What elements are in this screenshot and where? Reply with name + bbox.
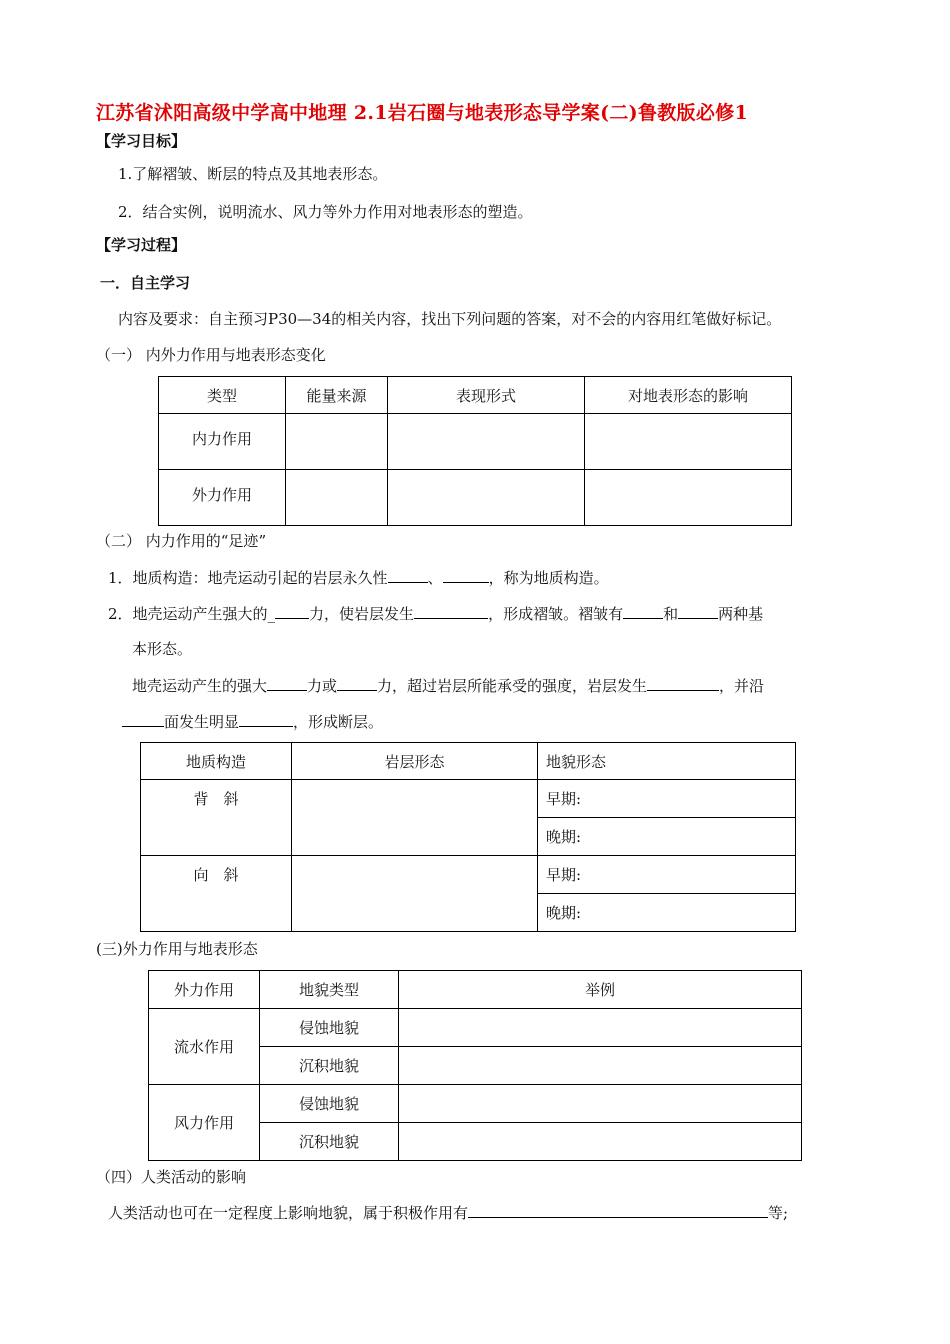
- part3-heading: (三)外力作用与地表形态: [96, 940, 258, 958]
- fill-blank[interactable]: [337, 676, 377, 691]
- fill-blank[interactable]: [443, 568, 489, 583]
- fill-blank[interactable]: [678, 604, 718, 619]
- syncline-late: 晚期:: [538, 894, 796, 932]
- goal-2: 2．结合实例，说明流水、风力等外力作用对地表形态的塑造。: [118, 203, 533, 221]
- fill-blank[interactable]: [122, 712, 164, 727]
- col-landform: 地貌形态: [538, 743, 796, 780]
- question-2: 2．地壳运动产生强大的_ 力，使岩层发生 ，形成褶皱。褶皱有 和 两种基: [108, 605, 764, 623]
- anticline-late: 晚期:: [538, 818, 796, 856]
- forces-table: [158, 376, 792, 526]
- cell-blank: [286, 470, 388, 526]
- col-form: 表现形式: [388, 377, 585, 414]
- wind-erosion: 侵蚀地貌: [260, 1085, 399, 1123]
- cell-blank: [399, 1009, 802, 1047]
- syncline-early: 早期:: [538, 856, 796, 894]
- col-structure: 地质构造: [141, 743, 292, 780]
- fill-blank[interactable]: [239, 712, 293, 727]
- fill-blank[interactable]: [414, 604, 488, 619]
- requirements-text: 内容及要求：自主预习P30—34的相关内容，找出下列问题的答案，对不会的内容用红笔做好标记。: [118, 310, 782, 328]
- cell-blank: [399, 1047, 802, 1085]
- anticline-early: 早期:: [538, 780, 796, 818]
- goal-1: 1.了解褶皱、断层的特点及其地表形态。: [118, 165, 388, 183]
- cell-blank: [292, 780, 538, 856]
- fill-blank[interactable]: [647, 676, 719, 691]
- fill-blank[interactable]: [267, 676, 307, 691]
- document-title: 江苏省沭阳高级中学高中地理 2.1岩石圈与地表形态导学案(二)鲁教版必修1: [96, 102, 748, 124]
- cell-blank: [388, 414, 585, 470]
- fill-blank[interactable]: [623, 604, 663, 619]
- cell-blank: [585, 414, 792, 470]
- water-erosion: 侵蚀地貌: [260, 1009, 399, 1047]
- part2-heading: （二） 内力作用的“足迹”: [96, 532, 267, 550]
- question-3: 地壳运动产生的强大 力或 力，超过岩层所能承受的强度，岩层发生 ，并沿: [132, 677, 765, 695]
- cell-blank: [585, 470, 792, 526]
- fill-blank[interactable]: [468, 1203, 768, 1218]
- fill-blank[interactable]: [275, 604, 309, 619]
- fill-blank[interactable]: [388, 568, 428, 583]
- row-external: 外力作用: [159, 470, 286, 526]
- human-impact-line: 人类活动也可在一定程度上影响地貌，属于积极作用有 等;: [108, 1204, 789, 1222]
- col-landform-type: 地貌类型: [260, 971, 399, 1009]
- cell-blank: [399, 1085, 802, 1123]
- question-3-cont: 面发生明显 ，形成断层。: [122, 711, 383, 732]
- cell-blank: [388, 470, 585, 526]
- row-internal: 内力作用: [159, 414, 286, 470]
- col-example: 举例: [399, 971, 802, 1009]
- part1-heading: （一） 内外力作用与地表形态变化: [96, 346, 326, 364]
- process-heading: 【学习过程】: [96, 236, 187, 254]
- section1-heading: 一．自主学习: [100, 274, 191, 292]
- row-wind: 风力作用: [149, 1085, 260, 1161]
- col-type: 类型: [159, 377, 286, 414]
- row-anticline: 背 斜: [141, 780, 292, 856]
- cell-blank: [399, 1123, 802, 1161]
- goals-heading: 【学习目标】: [96, 132, 187, 150]
- part4-heading: （四）人类活动的影响: [96, 1168, 247, 1186]
- cell-blank: [286, 414, 388, 470]
- question-1: 1．地质构造：地壳运动引起的岩层永久性 、 ，称为地质构造。: [108, 569, 609, 587]
- cell-blank: [292, 856, 538, 932]
- col-external-force: 外力作用: [149, 971, 260, 1009]
- external-forces-table: [148, 970, 802, 1161]
- structure-table: [140, 742, 796, 932]
- wind-deposition: 沉积地貌: [260, 1123, 399, 1161]
- col-energy: 能量来源: [286, 377, 388, 414]
- row-syncline: 向 斜: [141, 856, 292, 932]
- col-impact: 对地表形态的影响: [585, 377, 792, 414]
- question-2-cont: 本形态。: [132, 640, 193, 658]
- row-running-water: 流水作用: [149, 1009, 260, 1085]
- col-rock-form: 岩层形态: [292, 743, 538, 780]
- water-deposition: 沉积地貌: [260, 1047, 399, 1085]
